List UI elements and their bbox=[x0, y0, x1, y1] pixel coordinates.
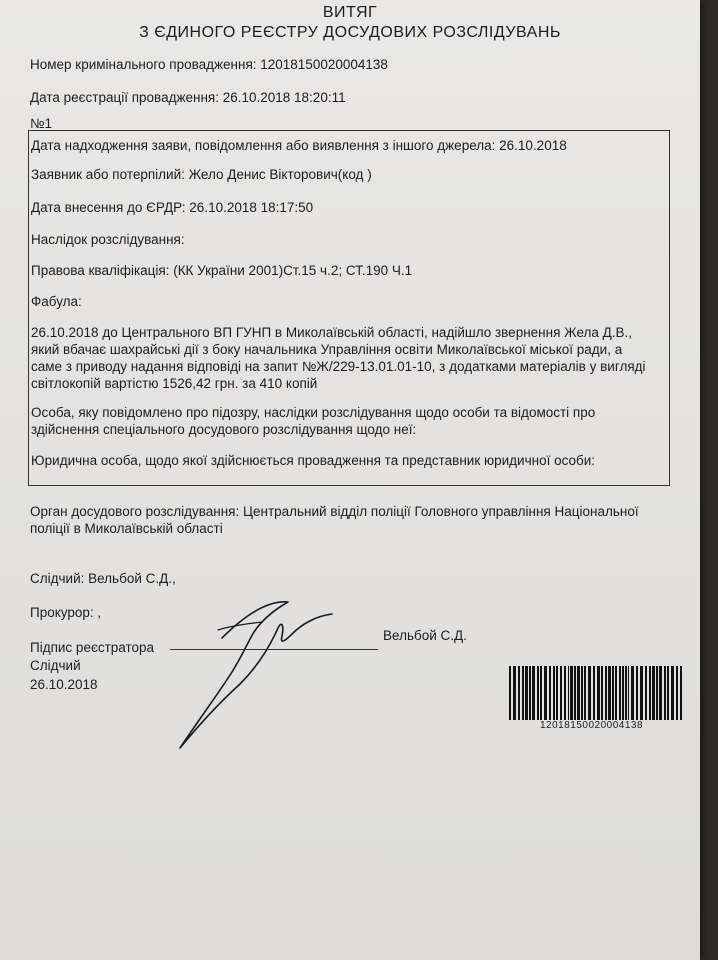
investigation-agency bbox=[30, 503, 680, 537]
barcode-number: 12018150020004138 bbox=[540, 720, 644, 731]
received-date: Дата надходження заяви, повідомлення або виявлення з іншого джерела: 26.10.2018 bbox=[31, 138, 567, 153]
entry-box bbox=[28, 130, 670, 486]
fabula-line: світлокопій вартістю 1526,42 грн. за 410 копій bbox=[31, 376, 318, 391]
registration-date: Дата реєстрації провадження: 26.10.2018 18:20:11 bbox=[30, 90, 346, 105]
signer-role: Слідчий bbox=[30, 658, 81, 673]
entry-label: №1 bbox=[30, 116, 52, 131]
signer-name: Вельбой С.Д. bbox=[383, 628, 467, 643]
document-title: ВИТЯГ bbox=[322, 4, 378, 21]
fabula-line: саме з приводу надання відповіді на запит №Ж/229-13.01.01-10, з додатками матеріалів у вигляді bbox=[31, 359, 646, 374]
fabula-text bbox=[31, 324, 665, 392]
fabula-line: який вбачає шахрайські дії з боку начальника Управління освіти Миколаївської міської ради, а bbox=[31, 342, 623, 357]
case-number: Номер кримінального провадження: 12018150020004138 bbox=[30, 57, 388, 72]
prosecutor: Прокурор: , bbox=[30, 605, 102, 620]
document-subtitle: З ЄДИНОГО РЕЄСТРУ ДОСУДОВИХ РОЗСЛІДУВАНЬ bbox=[139, 24, 561, 41]
suspect-line: здійснення спеціального досудового розслідування щодо неї: bbox=[31, 422, 417, 437]
agency-line: поліції в Миколаївській області bbox=[30, 521, 223, 536]
agency-line: Орган досудового розслідування: Центральний відділ поліції Головного управління Національної bbox=[30, 504, 639, 519]
legal-qualification: Правова кваліфікація: (КК України 2001)Ст.15 ч.2; СТ.190 Ч.1 bbox=[31, 263, 413, 278]
fabula-label: Фабула: bbox=[31, 294, 82, 309]
suspect-info bbox=[31, 404, 665, 438]
erdr-date: Дата внесення до ЄРДР: 26.10.2018 18:17:50 bbox=[31, 200, 314, 215]
investigator: Слідчий: Вельбой С.Д., bbox=[30, 571, 176, 586]
handwritten-signature bbox=[170, 580, 380, 760]
sign-date: 26.10.2018 bbox=[30, 677, 98, 692]
investigation-result: Наслідок розслідування: bbox=[31, 232, 185, 247]
signature-label: Підпис реєстратора bbox=[30, 640, 155, 655]
fabula-line: 26.10.2018 до Центрального ВП ГУНП в Миколаївській області, надійшло звернення Жела Д.В., bbox=[31, 325, 633, 340]
applicant: Заявник або потерпілий: Жело Денис Вікторович(код ) bbox=[31, 167, 372, 182]
suspect-line: Особа, яку повідомлено про підозру, наслідки розслідування щодо особи та відомості про bbox=[31, 405, 596, 420]
barcode-icon bbox=[509, 666, 684, 720]
legal-entity: Юридична особа, щодо якої здійснюється провадження та представник юридичної особи: bbox=[31, 453, 596, 468]
